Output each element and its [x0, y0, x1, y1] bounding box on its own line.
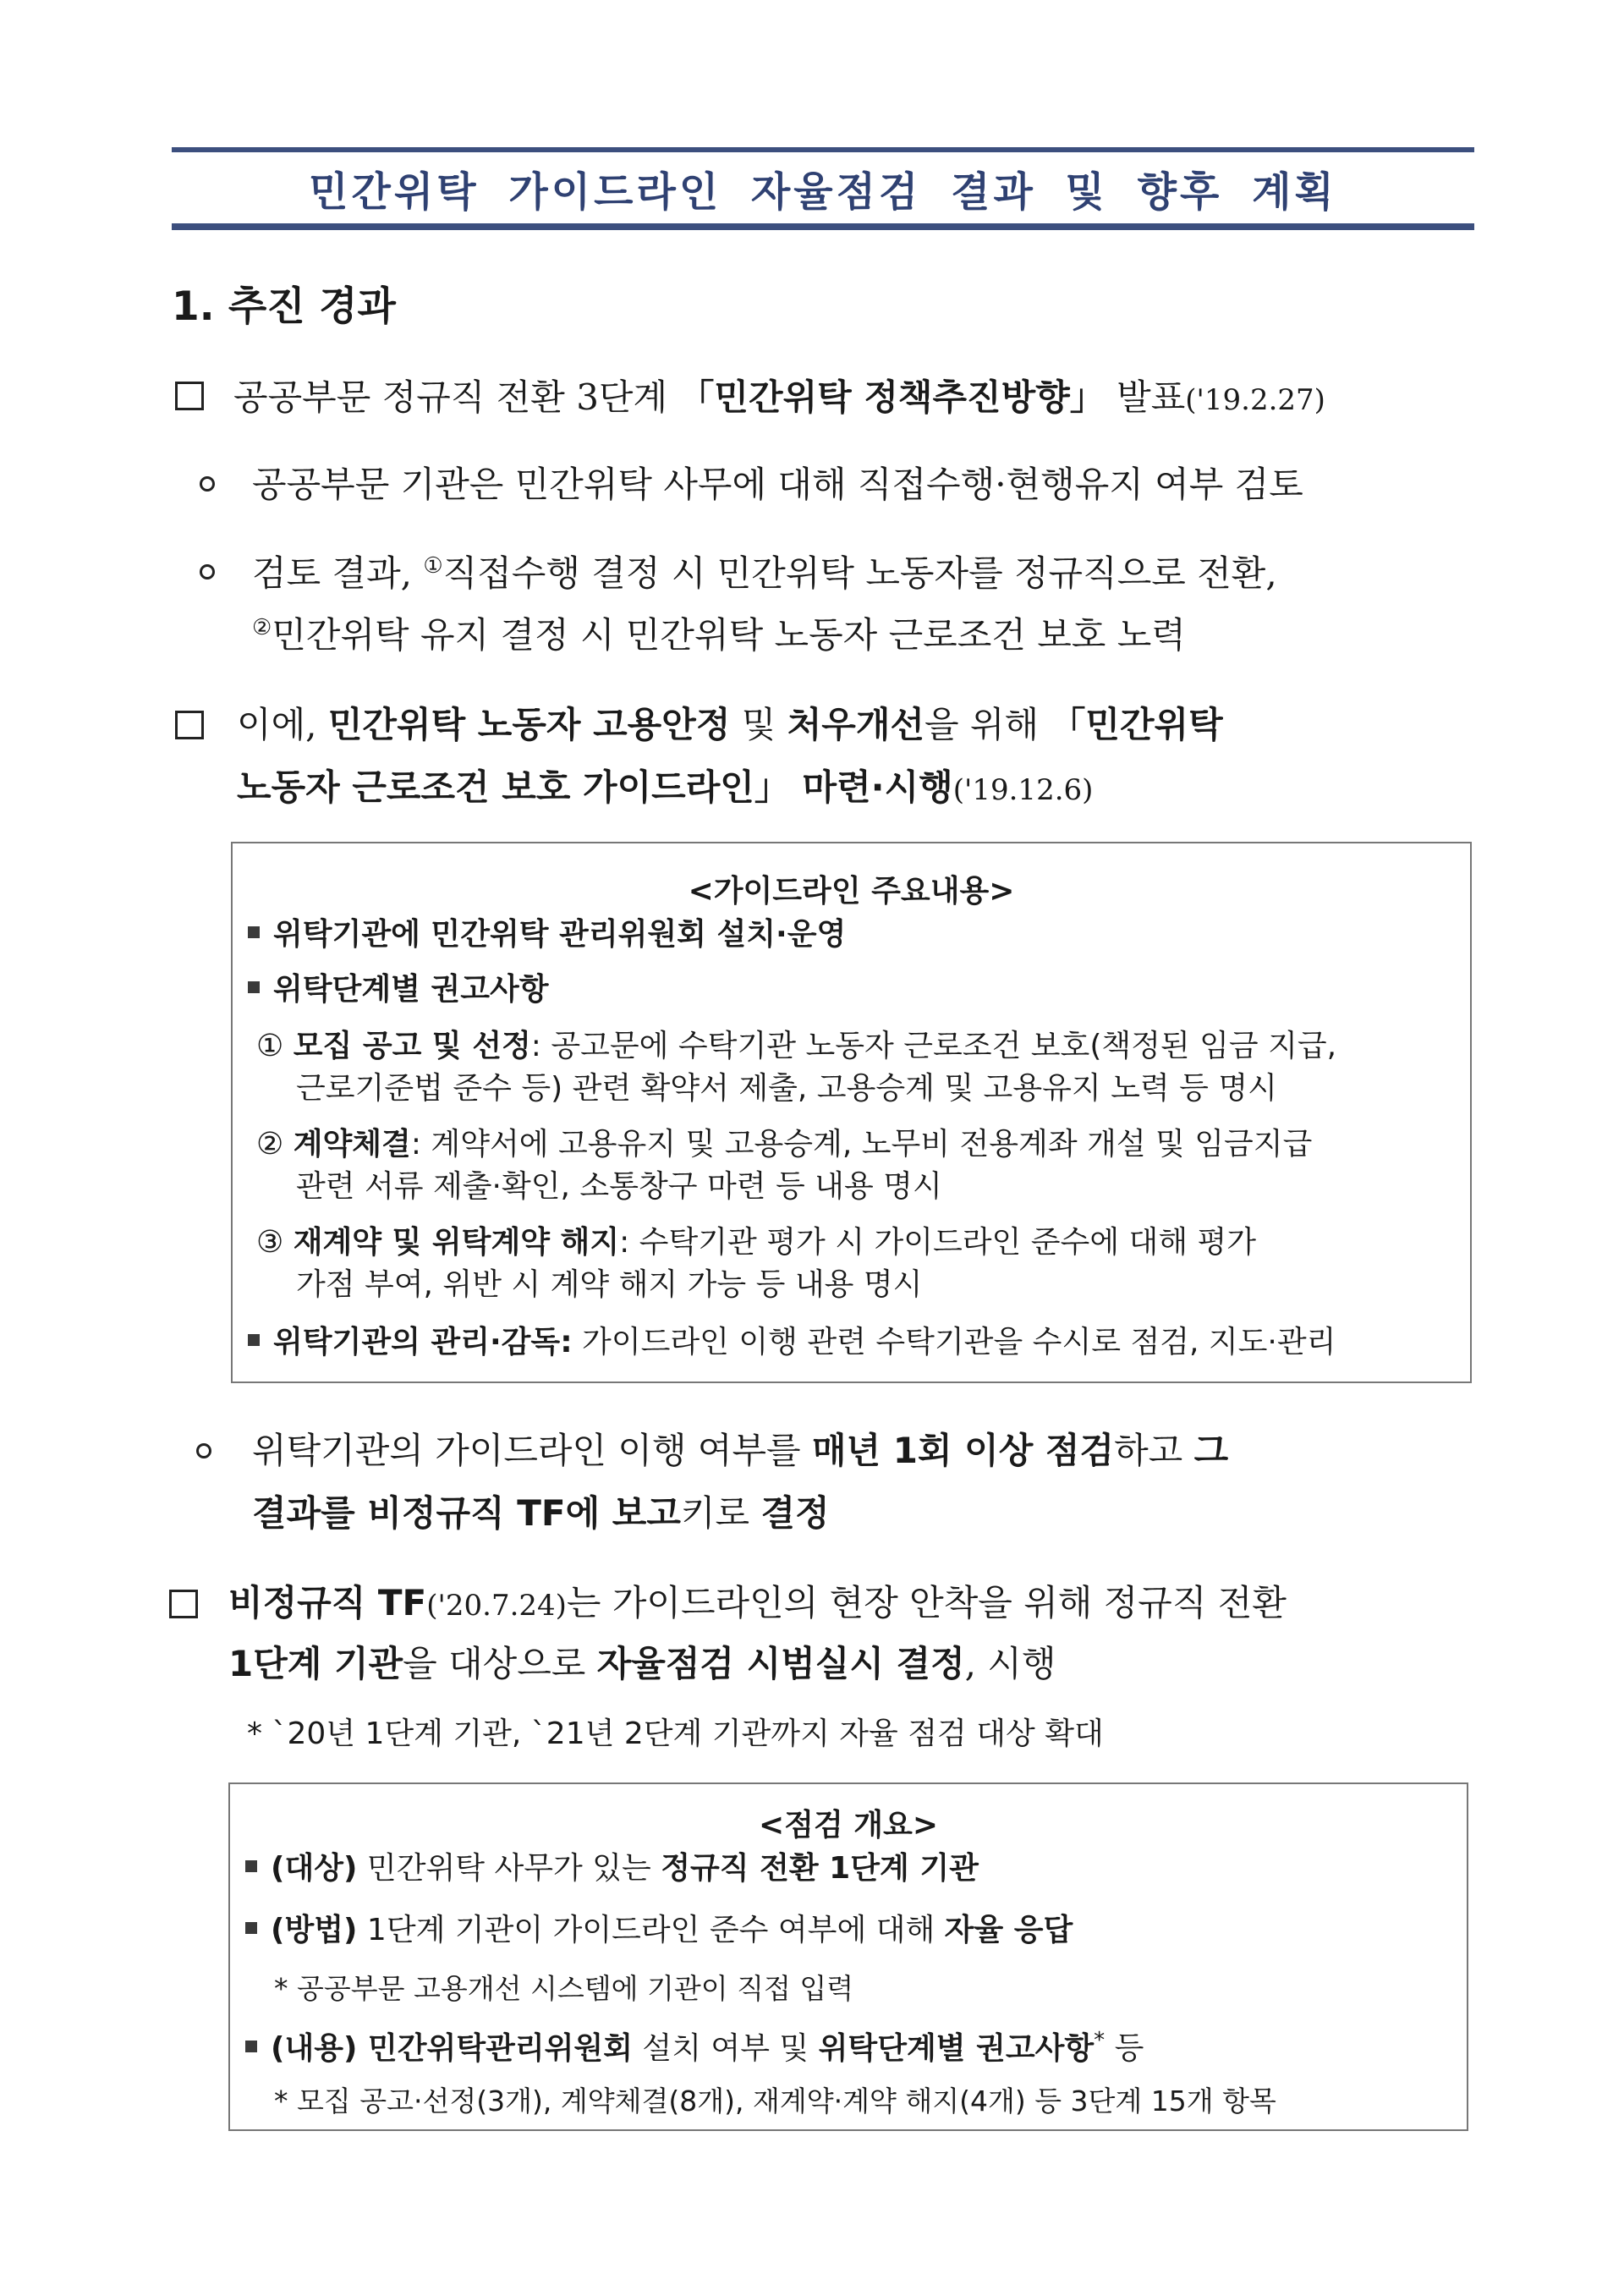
- sub-step-3-line-2: 가점 부여, 위반 시 계약 해지 가능 등 내용 명시: [296, 1267, 923, 1302]
- sub-item-2-line-1: [252, 552, 1277, 594]
- circle-bullet-icon: [196, 1443, 211, 1458]
- sub3-bold-b: 매년 1회 이상 점검: [811, 1430, 1115, 1471]
- box-item: [248, 917, 847, 952]
- para2-bold-b: 민간위탁 노동자 고용안정: [327, 704, 731, 745]
- paragraph-3-line-1: [228, 1582, 1287, 1623]
- row-label: (방법): [271, 1913, 358, 1947]
- guideline-summary-box: [231, 842, 1472, 1383]
- sub-step-3-line-1: [256, 1225, 1257, 1260]
- sub-step-2-line-2: 관련 서류 제출·확인, 소통창구 마련 등 내용 명시: [296, 1169, 942, 1204]
- box-title: <가이드라인 주요내용>: [688, 874, 1015, 909]
- row-note: * 공공부문 고용개선 시스템에 기관이 직접 입력: [274, 1972, 854, 2005]
- para2-text-e: 을 위해: [924, 704, 1051, 745]
- box-item: [248, 1327, 1336, 1358]
- square-bullet-icon: [245, 1922, 257, 1934]
- step-label: 재계약 및 위탁계약 해지: [293, 1225, 620, 1260]
- title-bottom-rule: [172, 223, 1474, 230]
- sub-step-1-line-1: [256, 1031, 1336, 1062]
- para1-text-c: 발표: [1105, 376, 1186, 418]
- para3-bold-a: 비정규직 TF: [228, 1582, 427, 1623]
- para1-text-a: 공공부문 정규직 전환 3단계: [233, 376, 679, 418]
- sub3-bold-e: 결과를 비정규직 TF에 보고: [252, 1492, 681, 1534]
- para2-bold-g: 노동자 근로조건 보호 가이드라인」 마련·시행: [237, 766, 953, 808]
- checkbox-bullet-icon: [175, 711, 204, 739]
- step-label: 계약체결: [293, 1127, 411, 1162]
- para2-date: ('19.12.6): [952, 773, 1094, 807]
- sub2-text-c: 민간위탁 유지 결정 시 민간위탁 노동자 근로조건 보호 노력: [272, 614, 1186, 656]
- inspection-overview-box: [228, 1782, 1468, 2131]
- sub2-text-a: 검토 결과,: [252, 552, 424, 594]
- step-number: ③: [256, 1225, 284, 1260]
- box-title: <점검 개요>: [759, 1808, 938, 1843]
- circle-bullet-icon: [200, 564, 215, 579]
- sub-step-1-line-2: 근로기준법 준수 등) 관련 확약서 제출, 고용승계 및 고용유지 노력 등 명시: [296, 1071, 1277, 1106]
- sub-item-3-line-1: [252, 1430, 1229, 1471]
- sub-step-2-line-1: [256, 1129, 1312, 1160]
- title-banner: [172, 152, 1474, 223]
- para3-text-d: 을 대상으로: [403, 1643, 597, 1684]
- box-item-text: 위탁기관에 민간위탁 관리위원회 설치·운영: [273, 917, 847, 952]
- para3-text-f: , 시행: [964, 1643, 1056, 1684]
- step-text: : 공고문에 수탁기관 노동자 근로조건 보호(책정된 임금 지급,: [530, 1029, 1337, 1063]
- para3-date: ('20.7.24): [426, 1589, 567, 1623]
- sub3-bold-d: 그: [1193, 1430, 1229, 1471]
- para3-bold-c: 1단계 기관: [228, 1643, 403, 1684]
- paragraph-3-line-2: [228, 1643, 1056, 1684]
- square-bullet-icon: [248, 981, 260, 993]
- sub-item-3-line-2: [252, 1492, 830, 1534]
- para1-date: ('19.2.27): [1185, 383, 1325, 417]
- square-bullet-icon: [248, 926, 260, 938]
- sub-item-2-line-2: [252, 614, 1186, 656]
- sub-item-1: 공공부문 기관은 민간위탁 사무에 대해 직접수행·현행유지 여부 검토: [252, 464, 1303, 505]
- sub3-text-f: 키로: [680, 1492, 761, 1534]
- overview-row-content: [245, 2030, 1144, 2064]
- checkbox-bullet-icon: [169, 1590, 198, 1618]
- row-text: 설치 여부 및: [632, 2031, 819, 2066]
- sub2-text-b: 직접수행 결정 시 민간위탁 노동자를 정규직으로 전환,: [442, 552, 1277, 594]
- box-item-text: 가이드라인 이행 관련 수탁기관을 수시로 점검, 지도·관리: [572, 1325, 1336, 1359]
- box-item: [248, 972, 549, 1007]
- section-heading: 1. 추진 경과: [172, 283, 396, 330]
- para2-bold-d: 처우개선: [787, 704, 924, 745]
- row-footnote-marker: *: [1094, 2028, 1106, 2053]
- para3-text-b: 는 가이드라인의 현장 안착을 위해 정규직 전환: [566, 1582, 1287, 1623]
- step-number: ②: [256, 1127, 284, 1162]
- step-number: ①: [256, 1029, 284, 1063]
- step-label: 모집 공고 및 선정: [293, 1029, 531, 1063]
- paragraph-2-line-2: [237, 766, 1094, 808]
- para1-text-bold: 「민간위탁 정책추진방향」: [678, 376, 1106, 418]
- para2-text-c: 및: [730, 704, 787, 745]
- step-text: : 계약서에 고용유지 및 고용승계, 노무비 전용계좌 개설 및 임금지급: [410, 1127, 1313, 1162]
- box-item-label: 위탁기관의 관리·감독:: [273, 1325, 573, 1359]
- row-bold-text: 위탁단계별 권고사항: [818, 2031, 1095, 2066]
- para2-text-a: 이에,: [237, 704, 328, 745]
- sub3-text-c: 하고: [1114, 1430, 1194, 1471]
- sub3-text-a: 위탁기관의 가이드라인 이행 여부를: [252, 1430, 812, 1471]
- checkbox-bullet-icon: [175, 382, 204, 410]
- footnote: * `20년 1단계 기관, `21년 2단계 기관까지 자율 점검 대상 확대: [247, 1717, 1104, 1751]
- row-text: 1단계 기관이 가이드라인 준수 여부에 대해: [357, 1913, 945, 1947]
- row-tail: 등: [1105, 2031, 1144, 2066]
- paragraph-1: [233, 376, 1325, 418]
- square-bullet-icon: [248, 1334, 260, 1346]
- sub2-marker-1: ①: [423, 553, 443, 579]
- paragraph-2-line-1: [237, 704, 1223, 745]
- square-bullet-icon: [245, 1860, 257, 1872]
- para3-bold-e: 자율점검 시범실시 결정: [596, 1643, 965, 1684]
- row-note: * 모집 공고·선정(3개), 계약체결(8개), 재계약·계약 해지(4개) 등 3단계 15개 항목: [274, 2085, 1276, 2117]
- sub3-bold-g: 결정: [760, 1492, 830, 1534]
- step-text: : 수탁기관 평가 시 가이드라인 준수에 대해 평가: [619, 1225, 1257, 1260]
- page-title: 민간위탁 가이드라인 자율점검 결과 및 향후 계획: [309, 168, 1337, 216]
- row-text: 민간위탁 사무가 있는: [357, 1851, 661, 1886]
- square-bullet-icon: [245, 2041, 257, 2052]
- row-label: (대상): [271, 1851, 358, 1886]
- row-bold-text: 자율 응답: [944, 1913, 1073, 1947]
- circle-bullet-icon: [200, 476, 215, 492]
- row-label: (내용) 민간위탁관리위원회: [271, 2031, 633, 2066]
- box-item-text: 위탁단계별 권고사항: [273, 972, 549, 1007]
- overview-row-target: [245, 1851, 979, 1886]
- overview-row-method: [245, 1915, 1073, 1946]
- sub2-marker-2: ②: [252, 615, 272, 640]
- row-bold-text: 정규직 전환 1단계 기관: [661, 1851, 979, 1886]
- para2-bold-f: 「민간위탁: [1050, 704, 1223, 745]
